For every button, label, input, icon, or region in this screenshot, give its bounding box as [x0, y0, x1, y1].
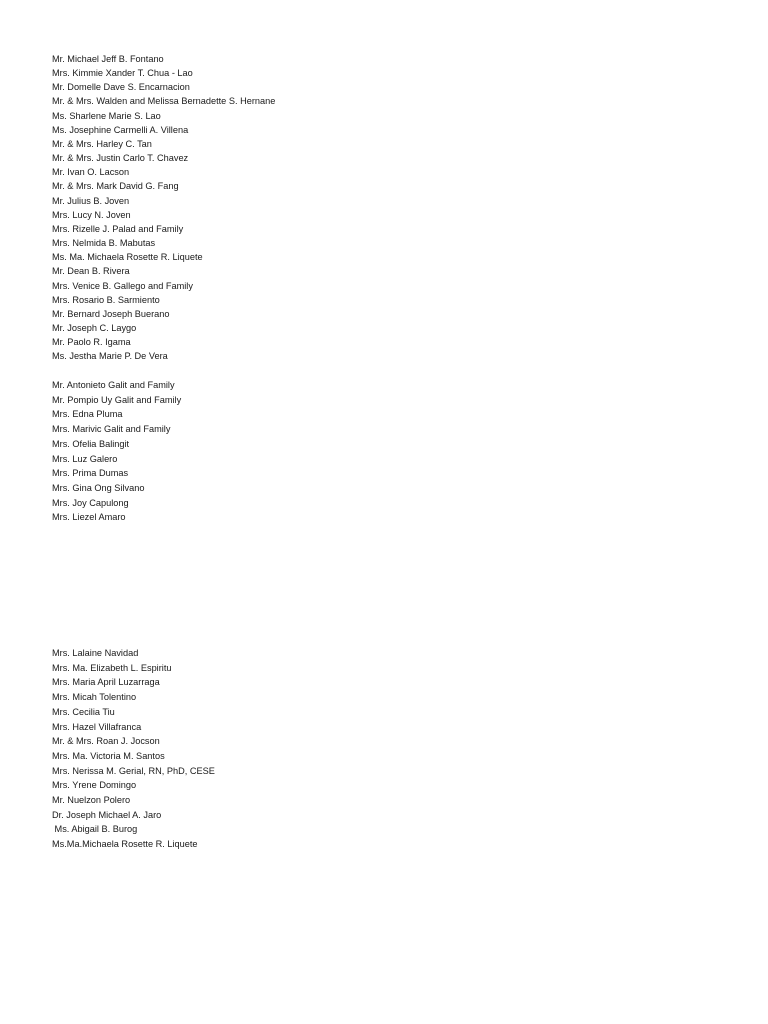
list-item: Mr. Joseph C. Laygo [52, 322, 137, 333]
list-item: Ms. Abigail B. Burog [52, 824, 138, 835]
list-item: Mr. Antonieto Galit and Family [52, 380, 175, 390]
list-item: Ms.Ma.Michaela Rosette R. Liquete [52, 839, 198, 850]
list-item: Mr. Domelle Dave S. Encarnacion [52, 82, 190, 93]
list-item: Mr. Michael Jeff B. Fontano [52, 54, 164, 64]
list-item: Ms. Ma. Michaela Rosette R. Liquete [52, 252, 203, 263]
list-item: Mrs. Prima Dumas [52, 468, 129, 479]
list-item: Mrs. Venice B. Gallego and Family [52, 280, 193, 291]
list-item: Mrs. Joy Capulong [52, 497, 129, 508]
list-item: Mr. & Mrs. Mark David G. Fang [52, 181, 179, 192]
list-item: Mrs. Cecilia Tiu [52, 706, 115, 717]
list-item: Mrs. Ofelia Balingit [52, 438, 130, 449]
list-item: Mr. Julius B. Joven [52, 195, 130, 206]
list-item: Mrs. Rizelle J. Palad and Family [52, 223, 184, 234]
list-item: Mr. & Mrs. Justin Carlo T. Chavez [52, 153, 189, 164]
name-list-group-1 [52, 52, 275, 363]
list-item: Mr. Bernard Joseph Buerano [52, 308, 170, 319]
list-item: Ms. Jestha Marie P. De Vera [52, 351, 168, 362]
list-item: Mrs. Ma. Elizabeth L. Espiritu [52, 662, 172, 673]
name-list-group-3 [52, 646, 215, 852]
list-item: Mrs. Ma. Victoria M. Santos [52, 750, 165, 761]
list-item: Ms. Josephine Carmelli A. Villena [52, 124, 189, 135]
list-item: Mr. Paolo R. Igama [52, 337, 131, 348]
list-item: Mrs. Hazel Villafranca [52, 721, 142, 732]
list-item: Mrs. Nelmida B. Mabutas [52, 238, 156, 249]
list-item: Ms. Sharlene Marie S. Lao [52, 110, 161, 121]
list-item: Mrs. Kimmie Xander T. Chua - Lao [52, 68, 193, 79]
list-item: Mrs. Luz Galero [52, 453, 118, 464]
list-item: Mr. & Mrs. Roan J. Jocson [52, 736, 160, 747]
list-item: Mrs. Nerissa M. Gerial, RN, PhD, CESE [52, 765, 215, 776]
list-item: Mrs. Yrene Domingo [52, 780, 137, 791]
list-item: Mrs. Micah Tolentino [52, 692, 137, 703]
list-item: Mrs. Gina Ong Silvano [52, 482, 145, 493]
list-item: Mr. Nuelzon Polero [52, 795, 131, 806]
list-item: Mr. & Mrs. Walden and Melissa Bernadette S. Hernane [52, 96, 276, 107]
list-item: Mr. Ivan O. Lacson [52, 167, 130, 178]
list-item: Dr. Joseph Michael A. Jaro [52, 809, 162, 820]
list-item: Mr. Pompio Uy Galit and Family [52, 394, 182, 405]
list-item: Mr. & Mrs. Harley C. Tan [52, 138, 152, 149]
list-item: Mrs. Marivic Galit and Family [52, 424, 171, 435]
list-item: Mr. Dean B. Rivera [52, 266, 130, 277]
list-item: Mrs. Liezel Amaro [52, 512, 126, 523]
list-item: Mrs. Maria April Luzarraga [52, 677, 160, 688]
name-list-group-2 [52, 378, 181, 525]
list-item: Mrs. Rosario B. Sarmiento [52, 294, 160, 305]
list-item: Mrs. Lalaine Navidad [52, 648, 139, 658]
list-item: Mrs. Lucy N. Joven [52, 209, 131, 220]
list-item: Mrs. Edna Pluma [52, 409, 123, 420]
